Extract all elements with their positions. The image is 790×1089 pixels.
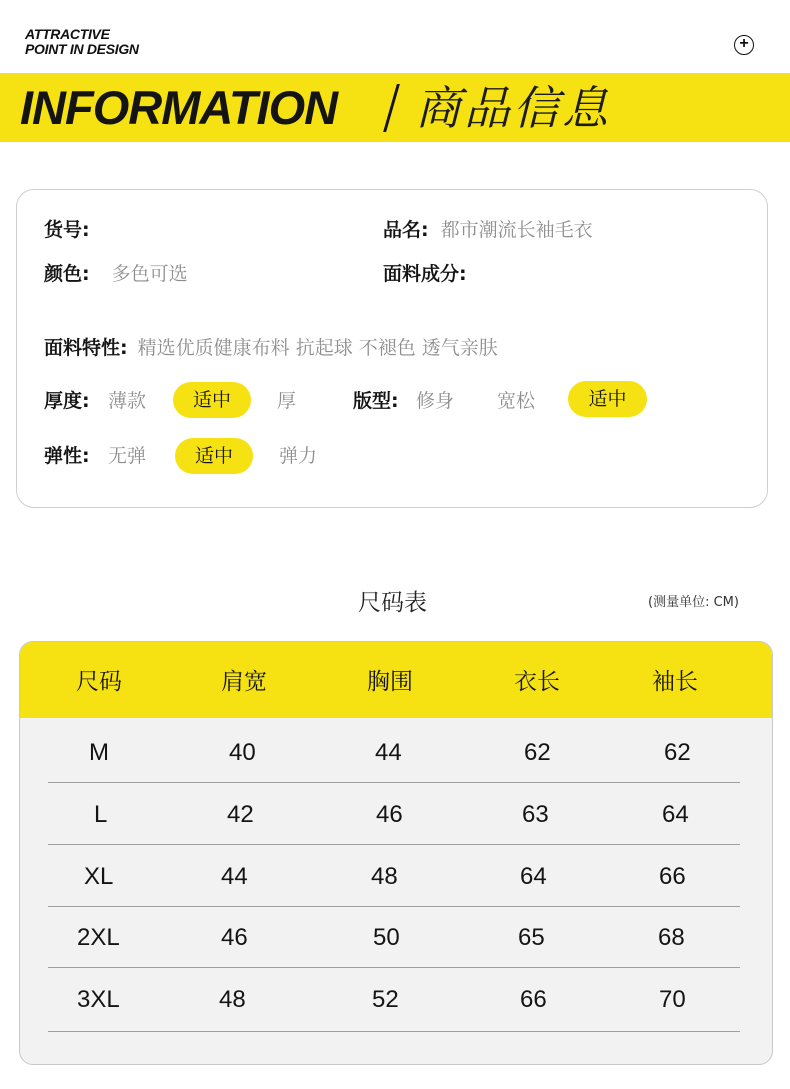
- fabric-feature-row: [44, 336, 498, 360]
- table-row: [48, 968, 740, 1032]
- product-name-row: [383, 218, 593, 242]
- cell-length: 64: [520, 863, 547, 890]
- thickness-label: 厚度:: [44, 390, 90, 412]
- cell-chest: 48: [371, 863, 398, 890]
- banner-title-cn: 商品信息: [415, 81, 611, 135]
- size-table: [19, 641, 773, 1065]
- fit-option-slim[interactable]: 修身: [416, 390, 455, 412]
- cell-chest: 46: [376, 801, 403, 828]
- table-row: [48, 845, 740, 907]
- fabric-feature-label: 面料特性:: [44, 337, 128, 359]
- cell-length: 63: [522, 801, 549, 828]
- elasticity-option-medium-selected[interactable]: 适中: [175, 438, 253, 474]
- cell-shoulder: 48: [219, 986, 246, 1013]
- header-length: 衣长: [514, 669, 560, 695]
- cell-length: 65: [518, 924, 545, 951]
- cell-shoulder: 40: [229, 739, 256, 766]
- cell-shoulder: 44: [221, 863, 248, 890]
- cell-sleeve: 70: [659, 986, 686, 1013]
- fit-option-medium-selected[interactable]: 适中: [568, 381, 647, 417]
- tagline: [25, 27, 139, 57]
- product-name-value: 都市潮流长袖毛衣: [440, 219, 593, 241]
- cell-sleeve: 66: [659, 863, 686, 890]
- color-label: 颜色:: [44, 263, 90, 285]
- thickness-option-thin[interactable]: 薄款: [108, 390, 147, 412]
- thickness-option-medium-selected[interactable]: 适中: [173, 382, 251, 418]
- elasticity-option-stretch[interactable]: 弹力: [279, 445, 318, 467]
- item-no-label: 货号:: [44, 219, 90, 241]
- measurement-unit-note: (测量单位: CM): [648, 595, 739, 610]
- cell-length: 66: [520, 986, 547, 1013]
- cell-chest: 50: [373, 924, 400, 951]
- thickness-label-wrap: [44, 389, 90, 413]
- cell-sleeve: 62: [664, 739, 691, 766]
- cell-size: 3XL: [77, 986, 120, 1013]
- cell-sleeve: 64: [662, 801, 689, 828]
- elasticity-label: 弹性:: [44, 445, 90, 467]
- color-row: [44, 262, 188, 286]
- fit-option-loose[interactable]: 宽松: [497, 390, 536, 412]
- cell-chest: 44: [375, 739, 402, 766]
- fabric-label: 面料成分:: [383, 263, 467, 285]
- cell-length: 62: [524, 739, 551, 766]
- cell-size: XL: [84, 863, 114, 890]
- header-chest: 胸围: [367, 669, 413, 695]
- table-row: [48, 721, 740, 783]
- table-row: [48, 783, 740, 845]
- product-name-label: 品名:: [383, 219, 429, 241]
- thickness-option-thick[interactable]: 厚: [277, 390, 297, 412]
- tagline-line-2: POINT IN DESIGN: [25, 41, 139, 57]
- cell-size: M: [89, 739, 109, 766]
- header-sleeve: 袖长: [652, 669, 698, 695]
- elasticity-label-wrap: [44, 444, 90, 468]
- fabric-row: [383, 262, 467, 286]
- fit-label: 版型:: [353, 390, 399, 412]
- cell-shoulder: 42: [227, 801, 254, 828]
- header-size: 尺码: [76, 669, 122, 695]
- elasticity-option-none[interactable]: 无弹: [108, 445, 147, 467]
- size-chart-title: 尺码表: [358, 590, 427, 616]
- item-no-row: [44, 218, 90, 242]
- cell-sleeve: 68: [658, 924, 685, 951]
- cell-chest: 52: [372, 986, 399, 1013]
- cell-size: L: [94, 801, 108, 828]
- tagline-line-1: ATTRACTIVE: [25, 26, 110, 42]
- fabric-feature-value: 精选优质健康布料 抗起球 不褪色 透气亲肤: [137, 337, 498, 359]
- cell-size: 2XL: [77, 924, 120, 951]
- table-row: [48, 906, 740, 968]
- cell-shoulder: 46: [221, 924, 248, 951]
- plus-icon[interactable]: +: [734, 35, 754, 55]
- banner-title-en: INFORMATION: [20, 81, 338, 134]
- size-table-header: [20, 642, 773, 718]
- color-value: 多色可选: [111, 263, 188, 285]
- fit-label-wrap: [353, 389, 399, 413]
- header-shoulder: 肩宽: [221, 669, 267, 695]
